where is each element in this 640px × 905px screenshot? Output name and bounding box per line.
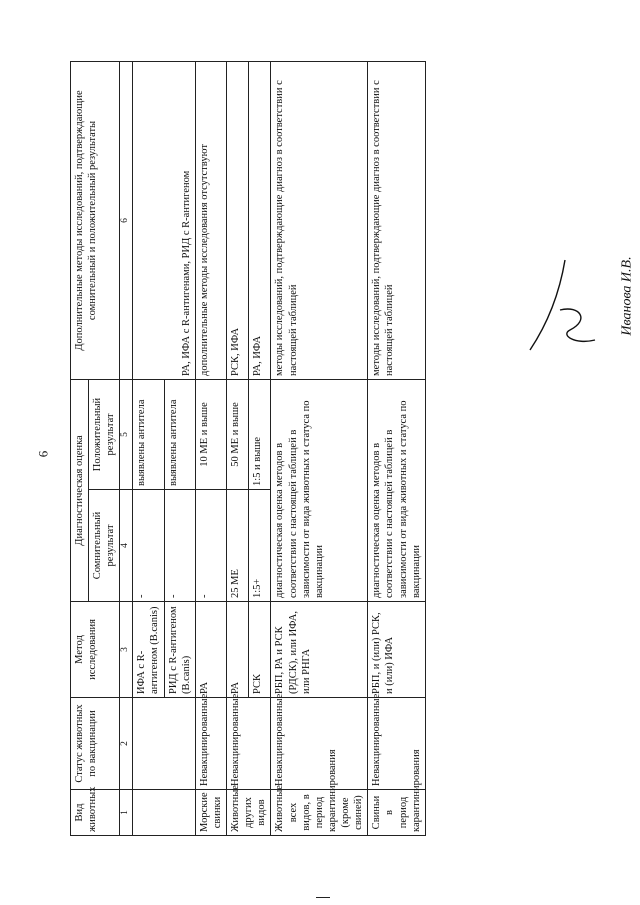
table-row [271, 61, 368, 835]
cell-method: РСК [249, 602, 271, 698]
cell-positive: 10 МЕ и выше [195, 379, 226, 489]
column-number: 1 [120, 790, 133, 836]
cell-doubtful: 1:5+ [249, 490, 271, 602]
cell-additional: РА, ИФА с R-антигенами, РИД с R-антигеном [133, 61, 196, 379]
header-positive: Положительный результат [89, 379, 120, 489]
cell-method: ИФА с R-антигеном (B.canis) [133, 602, 164, 698]
cell-doubtful: - [133, 490, 164, 602]
cell-positive: 1:5 и выше [249, 379, 271, 489]
column-number: 3 [120, 602, 133, 698]
cell-doubtful: - [164, 490, 195, 602]
cell-animal: Свиньи в период карантинирования [368, 790, 426, 836]
header-diagnostic-eval: Диагностическая оценка [71, 379, 89, 601]
table-row [133, 61, 164, 835]
cell-additional: методы исследований, подтверждающие диагноз в соответствии с настоящей таблицей [271, 61, 368, 379]
cell-animal: Животные других видов [227, 790, 271, 836]
header-vaccination-status: Статус животных по вакцинации [71, 698, 120, 790]
cell-status: Невакцинированные [195, 698, 226, 790]
cell-status-empty [133, 698, 196, 790]
cell-method: РА [195, 602, 226, 698]
cell-evaluation: диагностическая оценка методов в соответствии с настоящей таблицей в зависимости от вида животных и статуса по вакцинации [368, 379, 426, 601]
table-row [195, 61, 226, 835]
header-additional: Дополнительные методы исследований, подтверждающие сомнительный и положительный результаты [71, 61, 120, 379]
diagnostic-table [70, 61, 426, 836]
cell-status: Невакцинированные [227, 698, 271, 790]
cell-doubtful: - [195, 490, 226, 602]
cell-method: РБП, и (или) РСК, и (или) ИФА [368, 602, 426, 698]
cell-method: РБП, РА и РСК (РДСК), или ИФА, или РНГА [271, 602, 368, 698]
cell-additional: методы исследований, подтверждающие диагноз в соответствии с настоящей таблицей [368, 61, 426, 379]
column-number: 6 [120, 61, 133, 379]
column-number: 4 [120, 490, 133, 602]
table-row [368, 61, 426, 835]
cell-positive: выявлены антитела [133, 379, 164, 489]
cell-method: РА [227, 602, 249, 698]
cell-additional: дополнительные методы исследования отсутствуют [195, 61, 226, 379]
cell-evaluation: диагностическая оценка методов в соответствии с настоящей таблицей в зависимости от вида животных и статуса по вакцинации [271, 379, 368, 601]
cell-animal: Морские свинки [195, 790, 226, 836]
cell-animal-empty [133, 790, 196, 836]
column-number: 2 [120, 698, 133, 790]
cell-status: Невакцинированные [368, 698, 426, 790]
header-animal-type: Вид животных [71, 790, 120, 836]
cell-status: Невакцинированные [271, 698, 368, 790]
cell-additional: РСК, ИФА [227, 61, 249, 379]
table-row [227, 61, 249, 835]
cell-method: РИД с R-антигеном (B.canis) [164, 602, 195, 698]
column-number: 5 [120, 379, 133, 489]
signature-mark [520, 250, 610, 360]
cell-additional: РА, ИФА [249, 61, 271, 379]
signature-text: Иванова И.В. [619, 256, 635, 336]
cell-animal: Животные всех видов, в период карантинирования (кроме свиней) [271, 790, 368, 836]
cell-positive: 50 МЕ и выше [227, 379, 249, 489]
page-edge-mark [316, 897, 330, 898]
cell-positive: выявлены антитела [164, 379, 195, 489]
rotated-table-container [70, 62, 422, 836]
page-number: 6 [35, 450, 51, 458]
header-method: Метод исследования [71, 602, 120, 698]
header-doubtful: Сомнительный результат [89, 490, 120, 602]
cell-doubtful: 25 МЕ [227, 490, 249, 602]
